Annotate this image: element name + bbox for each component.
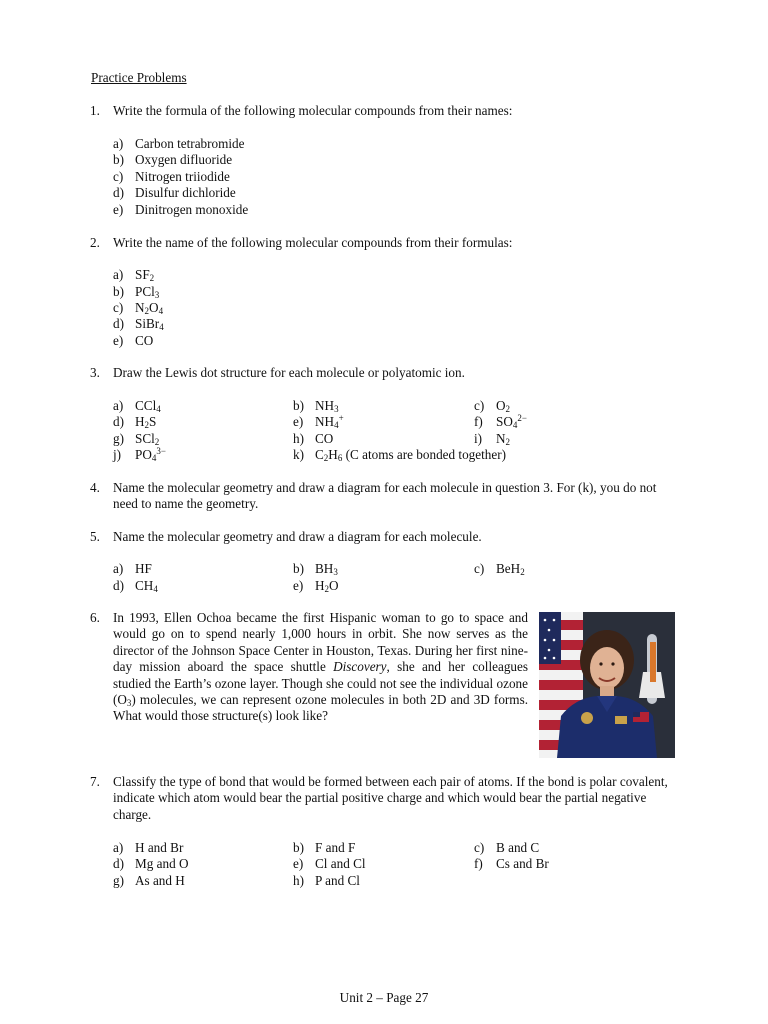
- list-item: c) $O_2$: [474, 398, 511, 414]
- question-number: 7.: [90, 774, 100, 789]
- list-item: e) Cl and Cl: [293, 856, 366, 871]
- list-item: j) $PO_4^{3-}$: [113, 446, 166, 463]
- list-item: d) SiBr$_4$: [113, 316, 164, 332]
- list-item: c) Nitrogen triiodide: [113, 169, 230, 184]
- question-text: Name the molecular geometry and draw a diagram for each molecule.: [113, 529, 482, 544]
- list-item: a) CCl$_4$: [113, 398, 161, 414]
- question-number: 2.: [90, 235, 100, 250]
- list-item: d) Disulfur dichloride: [113, 185, 236, 200]
- question-number: 3.: [90, 365, 100, 380]
- question-number: 1.: [90, 103, 100, 118]
- list-item: d) $H_2S$: [113, 414, 157, 430]
- list-item: c) BeH$_2$: [474, 561, 525, 577]
- list-item: a) H and Br: [113, 840, 184, 855]
- list-item: e) $H_2O$: [293, 578, 339, 594]
- list-item: a) $SF_2$: [113, 267, 155, 283]
- question-number: 4.: [90, 480, 100, 495]
- astronaut-photo: [539, 612, 675, 758]
- list-item: e) Dinitrogen monoxide: [113, 202, 249, 217]
- question-number: 6.: [90, 610, 100, 625]
- list-item: b) $NH_3$: [293, 398, 339, 414]
- question-text: Draw the Lewis dot structure for each molecule or polyatomic ion.: [113, 365, 465, 380]
- list-item: h) P and Cl: [293, 873, 360, 888]
- list-item: b) Oxygen difluoride: [113, 152, 233, 167]
- list-item: f) $SO_4^{2-}$: [474, 413, 527, 430]
- section-heading: Practice Problems: [91, 70, 187, 85]
- question-text: Classify the type of bond that would be formed between each pair of atoms. If the bond is polar covalent, indicate which atom would bear the partial positive charge and which would bear the partial negative charge.: [113, 774, 668, 822]
- list-item: b) PCl$_3$: [113, 284, 160, 300]
- question-text: Write the formula of the following molecular compounds from their names:: [113, 103, 513, 118]
- page-footer: Unit 2 – Page 27: [339, 990, 429, 1005]
- list-item: f) Cs and Br: [474, 856, 549, 871]
- question-text: In 1993, Ellen Ochoa became the first Hispanic woman to go to space and would go on to spend nearly 1,000 hours in orbit. She now serves as the director of the Johnson Space Center in Houston, Texas. During her first nine-day mission aboard the space shuttle Discovery, she and her colleagues studied the Earth’s ozone layer. Though she could not see the individual ozone $(O_3)$ molecules, we can represent ozone molecules in both 2D and 3D forms. What would those structure(s) look like?: [113, 610, 528, 724]
- list-item: e) CO: [113, 333, 154, 348]
- question-text: Write the name of the following molecular compounds from their formulas:: [113, 235, 513, 250]
- question-number: 5.: [90, 529, 100, 544]
- list-item: a) Carbon tetrabromide: [113, 136, 245, 151]
- list-item: d) $CH_4$: [113, 578, 158, 594]
- list-item: c) B and C: [474, 840, 540, 855]
- list-item: g) SCl$_2$: [113, 431, 160, 447]
- list-item: b) F and F: [293, 840, 356, 855]
- list-item: i) $N_2$: [474, 431, 511, 447]
- question-text: Name the molecular geometry and draw a diagram for each molecule in question 3. For (k), you do not need to name the geometry.: [113, 480, 657, 512]
- list-item: e) $NH_4^+$: [293, 413, 344, 430]
- list-item: g) As and H: [113, 873, 185, 888]
- list-item: c) $N_2O_4$: [113, 300, 164, 316]
- list-item: b) $BH_3$: [293, 561, 338, 577]
- list-item: d) Mg and O: [113, 856, 189, 871]
- list-item: a) HF: [113, 561, 152, 576]
- list-item: k) $C_2H_6$ (C atoms are bonded together): [293, 447, 507, 463]
- list-item: h) CO: [293, 431, 334, 446]
